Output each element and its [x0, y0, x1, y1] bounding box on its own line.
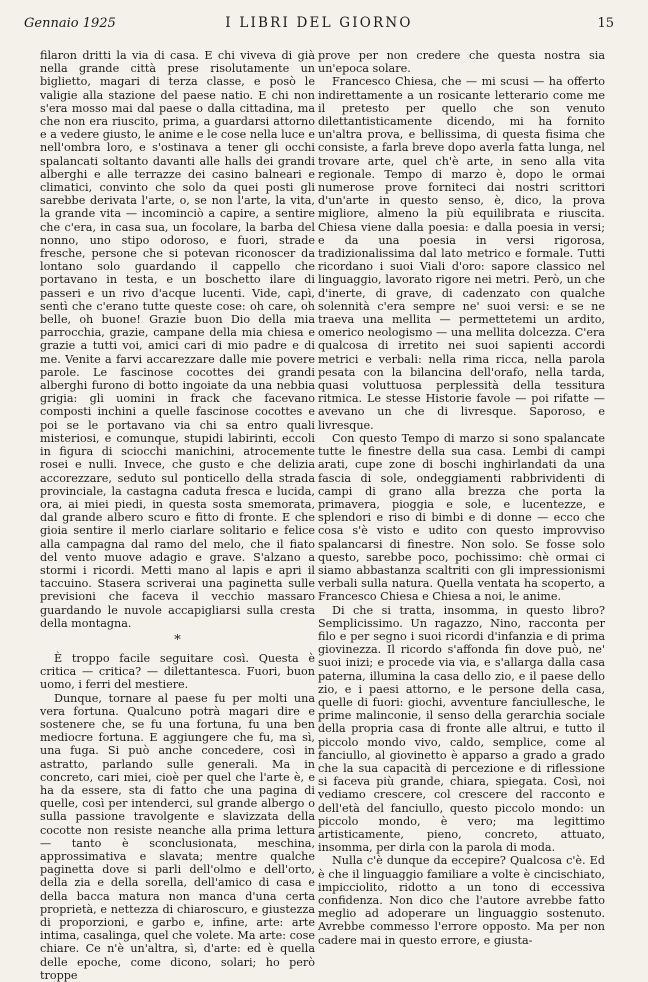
paragraph: filaron dritti la via di casa. E chi viveva di già nella grande città prese risolutamente un biglietto, magari di terza classe, e posò le valigie alla stazione del paese natio. E chi non s'era mosso mai dal paese o dalla cittadina, ma che non era riuscito, prima, a guardarsi attorno e a vedere giusto, le anime e le cose nella luce e nell'ombra loro, e s'ostinava a tener gli occhi spalancati soltanto davanti alle halls dei grandi alberghi e alle terrazze dei casino balneari e climatici, convinto che solo da quei posti gli sarebbe derivata l'arte, o, se non l'arte, la vita, la grande vita — incominciò a capire, a sentire che c'era, in casa sua, un focolare, la barba del nonno, uno stipo odoroso, e fuori, strade fresche, persone che si potevan riconoscer da lontano solo guardando il cappello che portavano in testa, e un boschetto ilare di passeri e un rivo d'acque lucenti. Vide, capì, sentì che c'erano tutte queste cose: oh care, oh belle, oh buone! Grazie buon Dio della mia parrocchia, grazie, campane della mia chiesa e grazie a tutti voi, amici cari di mio padre e di me. Venite a farvi accarezzare dalle mie povere parole. Le fascinose cocottes dei grandi alberghi furono di botto ingoiate da una nebbia grigia: gli uomini in frack che facevano composti inchini a quelle fascinose cocottes e poi se le portavano via chi sa entro quali misteriosi, e comunque, stupidi labirinti, eccoli in figura di sciocchi manichini, atrocemente rosei e nulli. Invece, che gusto e che delizia accorezzare, seduto sul ponticello della strada provinciale, la castagna caduta fresca e lucida, ora, ai miei piedi, in questa sosta smemorata, dal grande albero scuro e fitto di fronte. E che gioia sentire il merlo ciarlare solitario e felice alla campagna dal ramo del melo, che il fiato del vento muove adagio e grave. S'alzano a stormi i ricordi. Metti mano al lapis e apri il taccuino. Stasera scriverai una paginetta sulle previsioni che faceva il vecchio massaro guardando le nuvole accapigliarsi sulla cresta della montagna.: [40, 49, 315, 630]
left-column: [40, 49, 315, 982]
paragraph: prove per non credere che questa nostra sia un'epoca solare.: [318, 49, 605, 76]
paragraph: Nulla c'è dunque da eccepire? Qualcosa c'è. Ed è che il linguaggio familiare a volte è cincischiato, impicciolito, ridotto a un tono di eccessiva confidenza. Non dico che l'autore avrebbe fatto meglio ad adoperare un linguaggio sostenuto. Avrebbe commesso l'errore opposto. Ma per non cadere mai in questo errore, e giusta-: [318, 854, 605, 947]
paragraph: Con questo Tempo di marzo si sono spalancate tutte le finestre della sua casa. Lembi di campi arati, cupe zone di boschi inghirlandati da una fascia di sole, ondeggiamenti rabbrividenti di campi di grano alla brezza che porta la primavera, pioggia e sole, e lucentezze, e splendori e riso di bimbi e di donne — ecco che cosa s'è visto e udito con questo improvviso spalancarsi di finestre. Non solo. Se fosse solo questo, sarebbe poco, pochissimo: chè ormai ci siamo abbastanza scaltriti con gli impressionismi verbali sulla natura. Quella ventata ha scoperto, a Francesco Chiesa e Chiesa a noi, le anime.: [318, 431, 605, 604]
paragraph: Francesco Chiesa, che — mi scusi — ha offerto indirettamente a un rosicante letterario come me il pretesto per quello che son venuto dilettantisticamente dicendo, mi ha fornito un'altra prova, e bellissima, di questa fisima che consiste, a farla breve dopo averla fatta lunga, nel trovare arte, quel ch'è arte, in seno alla vita regionale. Tempo di marzo è, dopo le ormai numerose prove forniteci dai nostri scrittori d'un'arte in questo senso, è, dico, la prova migliore, almeno la più equilibrata e riuscita. Chiesa viene dalla poesia: e dalla poesia in versi; e da una poesia in versi rigorosa, tradizionalissima dal lato metrico e formale. Tutti ricordano i suoi Viali d'oro: sapore classico nel linguaggio, lavorato rigore nei metri. Però, un che d'inerte, di grave, di cadenzato con qualche solennità c'era sempre ne' suoi versi: e se ne traeva una mellita — permettetemi un ardito, omerico neologismo — una mellita dolcezza. C'era qualcosa di irretito nei suoi sapienti accordi metrici e verbali: nella rima ricca, nella parola pesata con la bilancina dell'orafo, nella tarda, quasi voluttuosa perplessità della tessitura ritmica. Le stesse Historie favole — poi rifatte — avevano un che di livresque. Saporoso, e livresque.: [318, 75, 605, 432]
paragraph: Dunque, tornare al paese fu per molti una vera fortuna. Qualcuno potrà magari dire e sostenere che, se fu una fortuna, fu una ben mediocre fortuna. E aggiungere che fu, ma sì, una fuga. Si può anche concedere, così in astratto, parlando sulle generali. Ma in concreto, cari miei, cioè per quel che l'arte è, e ha da essere, sta di fatto che una pagina di quelle, così per intenderci, sul grande albergo o sulla passione travolgente e slavizzata della cocotte non resiste neanche alla prima lettura — tanto è sconclusionata, meschina, approssimativa e slavata; mentre qualche paginetta dove si parli dell'olmo e dell'orto, della zia e della sorella, dell'amico di casa e della bacca matura non manca d'una certa proprietà, e nettezza di chiaroscuro, e giustezza di proporzioni, e garbo e, infine, arte: arte intima, casalinga, quel che volete. Ma arte: cose chiare. Ce n'è un'altra, sì, d'arte: ed è quella delle epoche, come dicono, solari; ho però troppe: [40, 691, 315, 982]
page-number: 15: [597, 16, 614, 31]
paragraph: È troppo facile seguitare così. Questa è critica — critica? — dilettantesca. Fuori, buon uomo, i ferri del mestiere.: [40, 651, 315, 692]
section-separator: *: [174, 632, 181, 648]
page-header: [24, 12, 614, 32]
paragraph: Di che si tratta, insomma, in questo libro? Semplicissimo. Un ragazzo, Nino, racconta per filo e per segno i suoi ricordi d'infanzia e di prima giovinezza. Il ricordo s'affonda fin dove può, ne' suoi inizi; e procede via via, e s'allarga dalla casa paterna, illumina la casa dello zio, e il paese dello zio, e i paesi attorno, e le persone della casa, quelle di fuori: giochi, avventure fanciullesche, le prime malinconie, il senso della gerarchia sociale della propria casa di fronte alle altrui, e tutto il piccolo mondo vivo, caldo, semplice, come al fanciullo, al giovinetto è apparso a grado a grado che la sua capacità di percezione e di riflessione si faceva più grande, chiara, spiegata. Così, noi vediamo crescere, col crescere del racconto e dell'età del fanciullo, questo piccolo mondo: un piccolo mondo, è vero; ma legittimo artisticamente, pieno, concreto, attuato, insomma, per dirla con la parola di moda.: [318, 603, 605, 855]
issue-date: Gennaio 1925: [24, 16, 116, 31]
journal-title: I LIBRI DEL GIORNO: [225, 15, 413, 31]
right-column: [318, 49, 605, 947]
